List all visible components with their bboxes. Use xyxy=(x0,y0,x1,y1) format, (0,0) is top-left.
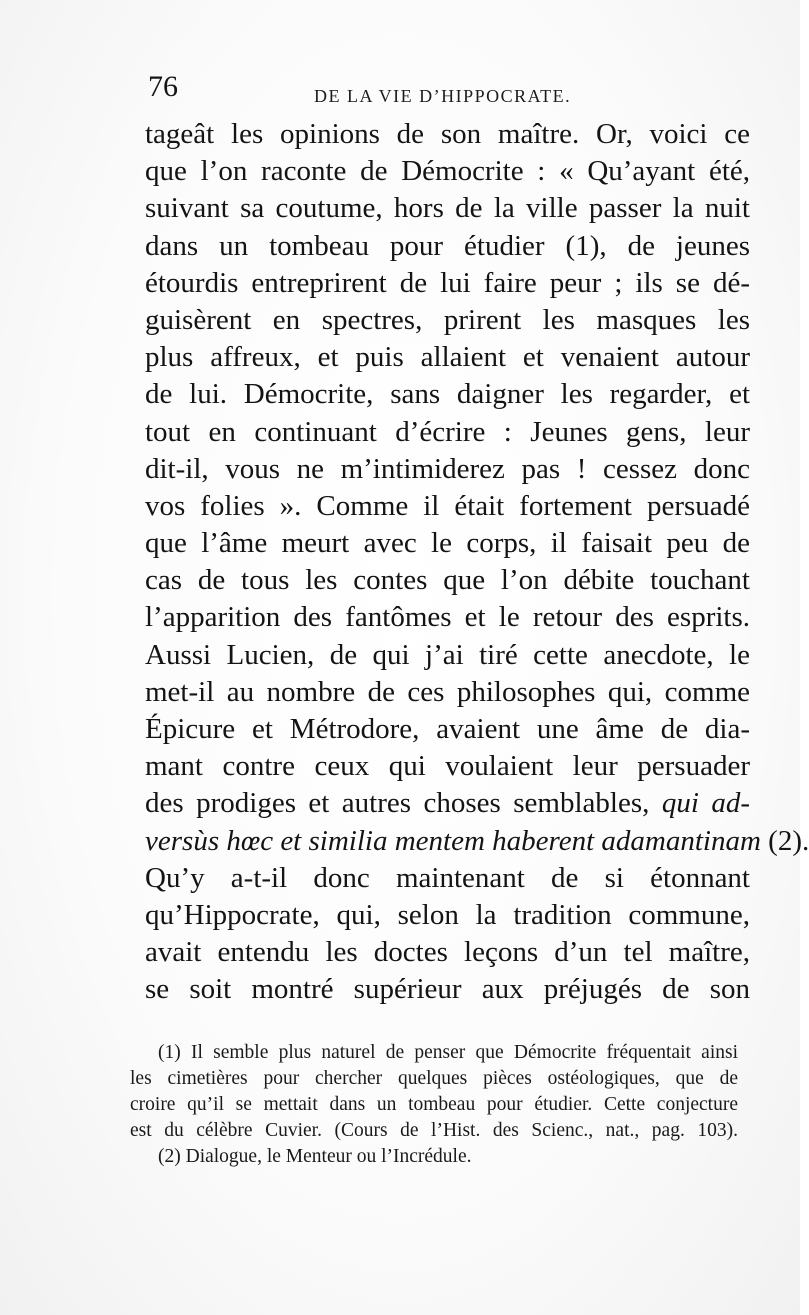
text-line-mixed xyxy=(145,785,750,822)
text-line: Épicure et Métrodore, avaient une âme de dia- xyxy=(145,713,750,745)
italic-latin-span: versùs hœc et similia mentem haberent adamantinam xyxy=(145,824,761,857)
text-line: de lui. Démocrite, sans daigner les regarder, et xyxy=(145,378,750,411)
text-line: qu’Hippocrate, qui, selon la tradition commune, xyxy=(145,898,750,931)
text-line: tout en continuant d’écrire : Jeunes gens, leur xyxy=(145,415,750,448)
text-line: guisèrent en spectres, prirent les masques les xyxy=(145,303,750,336)
text-line: vos folies ». Comme il était fortement persuadé xyxy=(145,489,750,522)
text-line: suivant sa coutume, hors de la ville passer la nuit xyxy=(145,192,750,225)
text-line: étourdis entreprirent de lui faire peur ; ils se dé- xyxy=(145,266,750,299)
text-line: tageât les opinions de son maître. Or, voici ce xyxy=(145,118,750,150)
page-header xyxy=(148,70,748,110)
text-line: met-il au nombre de ces philosophes qui, comme xyxy=(145,675,750,708)
text-line-mixed xyxy=(145,823,809,860)
text-line: plus affreux, et puis allaient et venaient autour xyxy=(145,341,750,374)
text-line: dit-il, vous ne m’intimiderez pas ! cessez donc xyxy=(145,452,750,485)
page-number: 76 xyxy=(148,70,178,103)
text-line: se soit montré supérieur aux préjugés de son xyxy=(145,973,750,1006)
roman-span: des prodiges et autres choses semblables, xyxy=(145,787,662,820)
text-line: dans un tombeau pour étudier (1), de jeunes xyxy=(145,229,750,262)
text-line: que l’on raconte de Démocrite : « Qu’ayant été, xyxy=(145,155,750,188)
text-line: mant contre ceux qui voulaient leur persuader xyxy=(145,750,750,783)
footnote-1-line: est du célèbre Cuvier. (Cours de l’Hist. des Scienc., nat., pag. 103). xyxy=(130,1120,738,1141)
footnote-1-line: (1) Il semble plus naturel de penser que Démocrite fréquentait ainsi xyxy=(158,1042,738,1063)
text-line: que l’âme meurt avec le corps, il faisait peu de xyxy=(145,527,750,560)
running-head: DE LA VIE D’HIPPOCRATE. xyxy=(314,86,572,106)
text-line: avait entendu les doctes leçons d’un tel maître, xyxy=(145,936,750,969)
text-line: Aussi Lucien, de qui j’ai tiré cette anecdote, le xyxy=(145,638,750,671)
text-line: Qu’y a-t-il donc maintenant de si étonnant xyxy=(145,861,750,894)
footnote-2: (2) Dialogue, le Menteur ou l’Incrédule. xyxy=(158,1146,472,1167)
footnote-1-line: croire qu’il se mettait dans un tombeau pour étudier. Cette conjecture xyxy=(130,1094,738,1115)
footnotes xyxy=(130,1040,738,1170)
body-text xyxy=(145,116,809,1009)
text-line: cas de tous les contes que l’on débite touchant xyxy=(145,564,750,597)
italic-latin-span: qui ad- xyxy=(661,787,750,820)
footnote-1-line: les cimetières pour chercher quelques pièces ostéologiques, que de xyxy=(130,1068,738,1089)
text-line: l’apparition des fantômes et le retour des esprits. xyxy=(145,601,750,634)
roman-span: (2). xyxy=(760,824,809,857)
